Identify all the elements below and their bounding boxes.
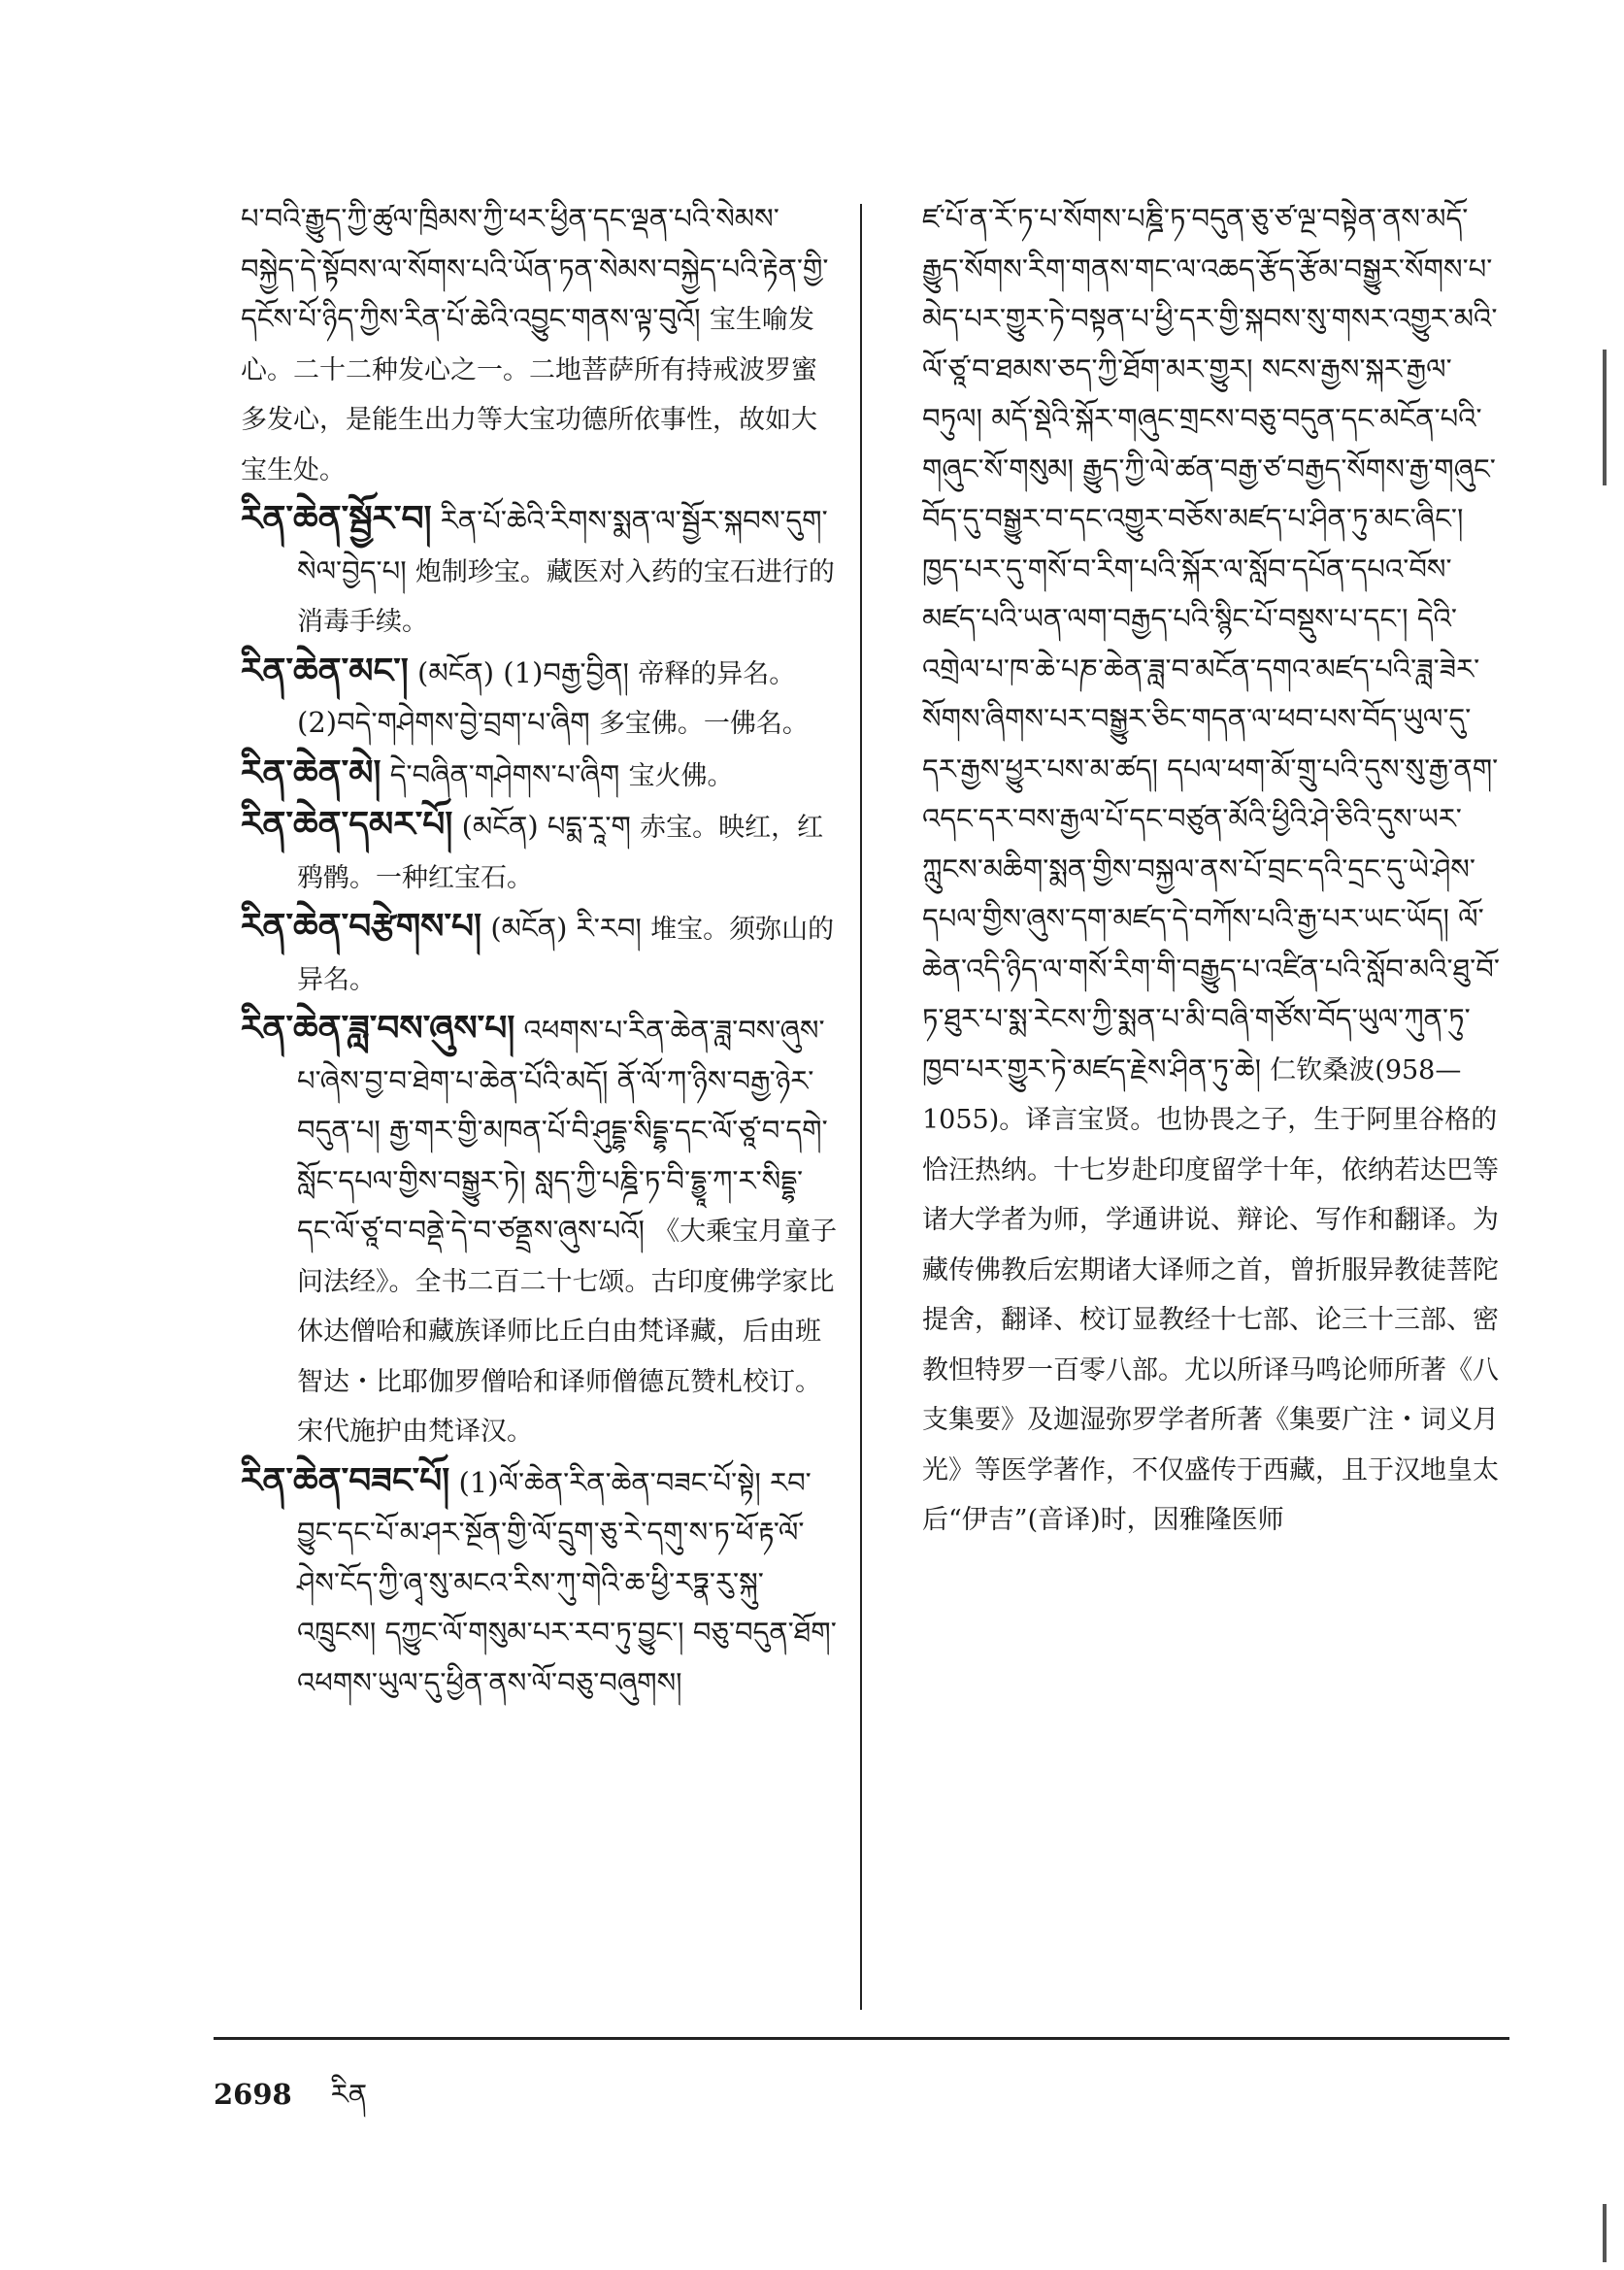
dictionary-entry (241, 494, 838, 647)
chinese-gloss: 堆宝。须弥山的异名。 (297, 915, 835, 995)
chinese-gloss: 炮制珍宝。藏医对入药的宝石进行的消毒手续。 (297, 556, 835, 637)
entry-continuation (241, 194, 838, 494)
scan-edge-mark (1603, 350, 1607, 485)
dictionary-entry (241, 749, 838, 801)
headword: རིན་ཆེན་དམར་པོ། (241, 804, 453, 845)
scan-edge-mark (1603, 2204, 1607, 2262)
left-column (241, 194, 838, 1708)
chinese-gloss: 宝火佛。 (628, 760, 734, 791)
page-number: 2698 (214, 2078, 292, 2111)
headword: རིན་ཆེན་མེ། (241, 751, 381, 793)
tibetan-text: རིན་པོ་ཆེའི་རིགས་སྨན་ལ་སྦྱོར་སྐབས་དུག་སེལ་བྱེད་པ། (297, 504, 828, 587)
tibetan-text: (མངོན) རི་རབ། (490, 912, 642, 945)
dictionary-entry (241, 902, 838, 1004)
chinese-gloss: 赤宝。映红，红鸦鹘。一种红宝石。 (297, 813, 824, 893)
chinese-gloss: 多宝佛。一佛名。 (598, 709, 809, 739)
dictionary-entry (241, 1456, 838, 1709)
chinese-gloss: 仁钦桑波(958—1055)。译言宝贤。也协畏之子，生于阿里谷格的恰汪热纳。十七岁赴印度留学十年，依纳若达巴等诸大学者为师，学通讲说、辩论、写作和翻译。为藏传佛教后宏期诸大译师之首，曾折服异教徒菩陀提舍，翻译、校订显教经十七部、论三十三部、密教怛特罗一百零八部。尤以所译马鸣论师所著《八支集要》及迦湿弥罗学者所著《集要广注・词义月光》等医学著作，不仅盛传于西藏，且于汉地皇太后“伊吉”(音译)时，因雅隆医师 (922, 1054, 1499, 1535)
tibetan-text: ཛ་པོ་ན་རོ་ཏ་པ་སོགས་པཎྜི་ཏ་བདུན་ཅུ་ཙ་ལྔ་བསྟེན་ནས་མདོ་རྒྱུད་སོགས་རིག་གནས་གང་ལ་འཆད་རྩོད་རྩོམ་བསྒྱུར་སོགས་པ་མེད་པར་གྱུར་ཏེ་བསྟན་པ་ཕྱི་དར་གྱི་སྐབས་སུ་གསར་འགྱུར་མའི་ལོ་ཙཱ་བ་ཐམས་ཅད་ཀྱི་ཐོག་མར་གྱུར། སངས་རྒྱས་སྐར་རྒྱལ་བཏུལ། མདོ་སྡེའི་སྐོར་གཞུང་གྲངས་བཅུ་བདུན་དང་མངོན་པའི་གཞུང་སོ་གསུམ། རྒྱུད་ཀྱི་ལེ་ཚན་བརྒྱ་ཙ་བརྒྱད་སོགས་རྒྱ་གཞུང་བོད་དུ་བསྒྱུར་བ་དང་འགྱུར་བཅོས་མཛད་པ་ཤིན་ཏུ་མང་ཞིང་། ཁྱད་པར་དུ་གསོ་བ་རིག་པའི་སྐོར་ལ་སློབ་དཔོན་དཔའ་བོས་མཛད་པའི་ཡན་ལག་བརྒྱད་པའི་སྙིང་པོ་བསྡུས་པ་དང་། དེའི་འགྲེལ་པ་ཁ་ཆེ་པཎ་ཆེན་ཟླ་བ་མངོན་དགའ་མཛད་པའི་ཟླ་ཟེར་སོགས་ཞིགས་པར་བསྒྱུར་ཅིང་གདན་ལ་ཕབ་པས་བོད་ཡུལ་དུ་དར་རྒྱས་ཕྱུར་པས་མ་ཚད། དཔལ་ཕག་མོ་གྲུ་པའི་དུས་སུ་རྒྱ་ནག་འདང་དར་བས་རྒྱལ་པོ་དང་བཙུན་མོའི་ཕྱིའི་ཤེ་ཅིའི་དུས་ཡར་ཀླུངས་མཆིག་སྨན་གྱིས་བསྐྱལ་ནས་པོ་བྲང་དའི་དྲང་དུ་ཡེ་ཤེས་དཔལ་གྱིས་ཞུས་དག་མཛད་དེ་བཀོས་པའི་རྒྱ་པར་ཡང་ཡོད། ལོ་ཆེན་འདི་ཉིད་ལ་གསོ་རིག་གི་བརྒྱུད་པ་འཛིན་པའི་སློབ་མའི་ཐུ་བོ་ཏ་ཐུར་པ་སྨ་རེངས་ཀྱི་སྨན་པ་མི་བཞི་གཙོས་བོད་ཡུལ་ཀུན་ཏུ་ཁྱབ་པར་གྱུར་ཏེ་མཛད་རྗེས་ཤིན་ཏུ་ཆེ། (922, 202, 1500, 1085)
tibetan-text: (2)བདེ་གཤེགས་བྱེ་བྲག་པ་ཞིག (297, 706, 590, 739)
column-divider (860, 204, 862, 2010)
footer-rule (214, 2037, 1509, 2040)
entry-continuation (922, 194, 1501, 1545)
chinese-gloss: 帝释的异名。 (638, 658, 796, 689)
chinese-gloss: 宝生喻发心。二十二种发心之一。二地菩萨所有持戒波罗蜜多发心，是能生出力等大宝功德所依事性，故如大宝生处。 (241, 305, 817, 485)
running-head: རིན (330, 2078, 368, 2111)
dictionary-entry (241, 800, 838, 902)
chinese-gloss: 《大乘宝月童子问法经》。全书二百二十七颂。古印度佛学家比休达僧哈和藏族译师比丘白由梵译藏，后由班智达・比耶伽罗僧哈和译师僧德瓦赞札校订。宋代施护由梵译汉。 (297, 1217, 838, 1447)
headword: རིན་ཆེན་བཟང་པོ། (241, 1459, 450, 1501)
tibetan-text: (མངོན) པདྨ་རཱ་ག (461, 810, 631, 843)
page-footer (214, 2063, 367, 2143)
tibetan-text: པ་བའི་རྒྱུད་ཀྱི་ཚུལ་ཁྲིམས་ཀྱི་ཕར་ཕྱིན་དང་ལྡན་པའི་སེམས་བསྐྱེད་དེ་སྟོབས་ལ་སོགས་པའི་ཡོན་ཏན་སེམས་བསྐྱེད་པའི་རྟེན་གྱི་དངོས་པོ་ཉིད་ཀྱིས་རིན་པོ་ཆེའི་འབྱུང་གནས་ལྟ་བུའོ། (241, 202, 829, 335)
dictionary-entry (241, 1004, 838, 1456)
tibetan-text: དེ་བཞིན་གཤེགས་པ་ཞིག (389, 757, 620, 791)
tibetan-text: འཕགས་པ་རིན་ཆེན་ཟླ་བས་ཞུས་པ་ཞེས་བྱ་བ་ཐེག་པ་ཆེན་པོའི་མདོ། ནོ་ལོ་ཀ་ཉིས་བརྒྱ་ཉེར་བདུན་པ། རྒྱ་གར་གྱི་མཁན་པོ་བི་ཤུདྡྷ་སིདྡྷ་དང་ལོ་ཙཱ་བ་དགེ་སློང་དཔལ་གྱིས་བསྒྱུར་ཏེ། སླད་ཀྱི་པཎྜི་ཏ་བི་དྷྱཱ་ཀ་ར་སིདྡྷ་དང་ལོ་ཙཱ་བ་བནྡེ་དེ་བ་ཙནྡྲས་ཞུས་པའོ། (297, 1014, 828, 1247)
tibetan-text: (མངོན) (1)བརྒྱ་བྱིན། (417, 655, 639, 689)
headword: རིན་ཆེན་སྦྱོར་བ། (241, 498, 432, 539)
dictionary-entry (241, 647, 838, 749)
tibetan-text: (1)ལོ་ཆེན་རིན་ཆེན་བཟང་པོ་སྟེ། རབ་བྱུང་དང་པོ་མ་ཤར་སྔོན་གྱི་ལོ་དྲུག་ཅུ་རེ་དགུ་ས་ཏ་ཕོ་རྟ་ལོ་ཤེས་ངོད་ཀྱི་ཞྭ་སུ་མངའ་རིས་ཀུ་གེའི་ཆ་ཕྱི་རཏྣ་རུ་སྐུ་འཁྲུངས། དཀྱུང་ལོ་གསུམ་པར་རབ་ཏུ་བྱུང་། བཅུ་བདུན་ཐོག་འཕགས་ཡུལ་དུ་ཕྱིན་ནས་ལོ་བཅུ་བཞུགས། (297, 1465, 837, 1699)
headword: རིན་ཆེན་ཟླ་བས་ཞུས་པ། (241, 1008, 515, 1049)
headword: རིན་ཆེན་མང་། (241, 650, 409, 691)
headword: རིན་ཆེན་བརྩེགས་པ། (241, 906, 482, 947)
right-column (922, 194, 1501, 1545)
